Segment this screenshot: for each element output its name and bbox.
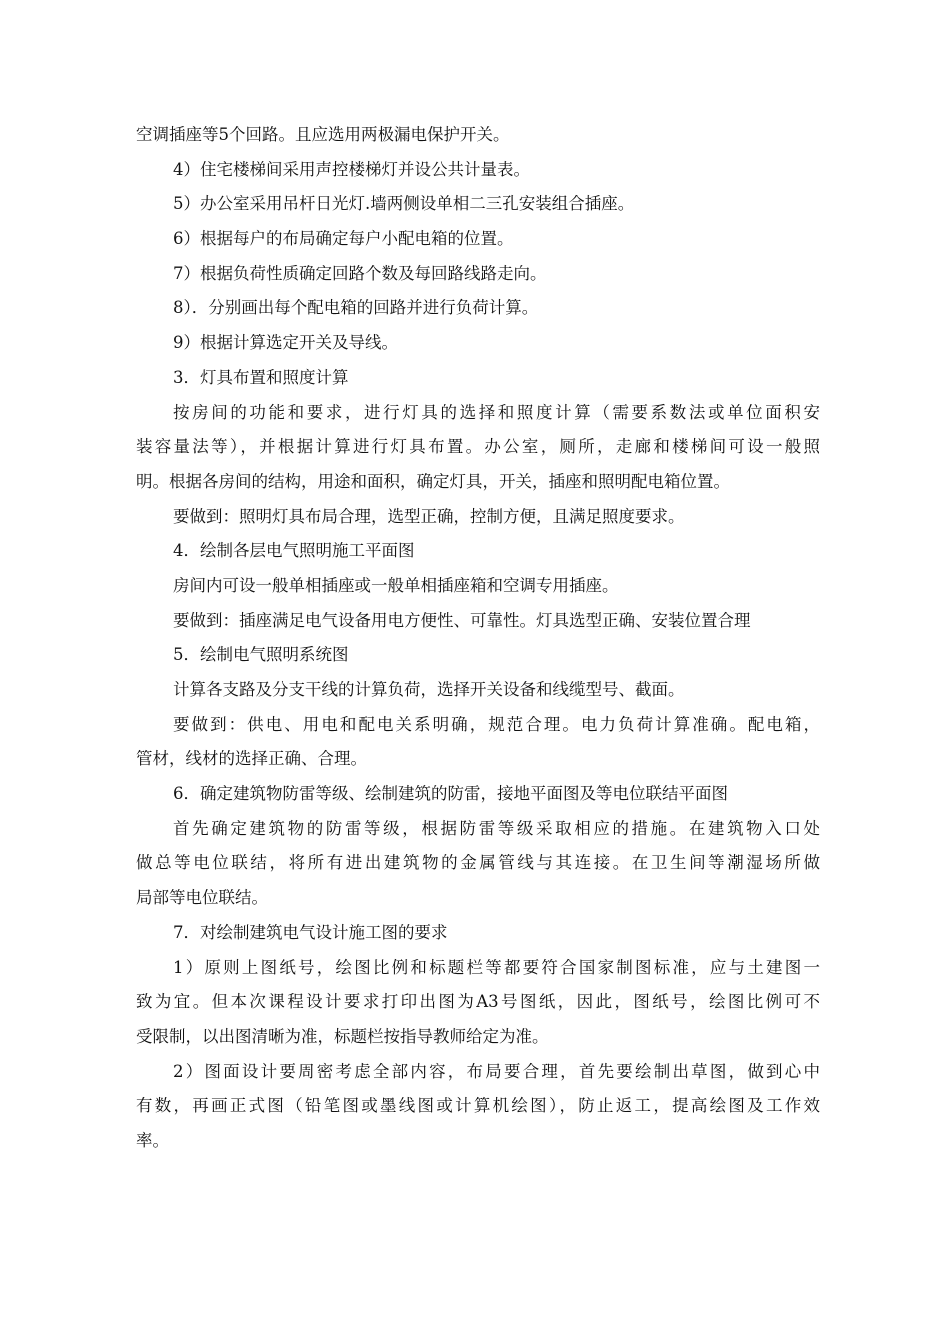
text-line: 做总等电位联结，将所有进出建筑物的金属管线与其连接。在卫生间等潮湿场所做 <box>136 853 820 873</box>
section-heading: 6．确定建筑物防雷等级、绘制建筑的防雷，接地平面图及等电位联结平面图 <box>173 784 728 804</box>
text-line: 局部等电位联结。 <box>136 888 268 908</box>
text-line: 管材，线材的选择正确、合理。 <box>136 749 367 769</box>
text-line: 2）图面设计要周密考虑全部内容，布局要合理，首先要绘制出草图，做到心中 <box>173 1061 820 1081</box>
text-line: 致为宜。但本次课程设计要求打印出图为A3号图纸，因此，图纸号，绘图比例可不 <box>136 992 820 1012</box>
text-line: 要做到：插座满足电气设备用电方便性、可靠性。灯具选型正确、安装位置合理 <box>173 610 751 630</box>
section-heading: 5．绘制电气照明系统图 <box>173 645 349 665</box>
text-line: 要做到：供电、用电和配电关系明确，规范合理。电力负荷计算准确。配电箱， <box>173 714 820 734</box>
text-line: 要做到：照明灯具布局合理，选型正确，控制方便，且满足照度要求。 <box>173 506 685 526</box>
text-line: 按房间的功能和要求，进行灯具的选择和照度计算（需要系数法或单位面积安 <box>173 402 820 422</box>
text-line: 1）原则上图纸号，绘图比例和标题栏等都要符合国家制图标准，应与土建图一 <box>173 957 820 977</box>
text-line: 首先确定建筑物的防雷等级，根据防雷等级采取相应的措施。在建筑物入口处 <box>173 818 820 838</box>
section-heading: 7．对绘制建筑电气设计施工图的要求 <box>173 922 448 942</box>
text-line: 受限制，以出图清晰为准，标题栏按指导教师给定为准。 <box>136 1026 549 1046</box>
text-line: 计算各支路及分支干线的计算负荷，选择开关设备和线缆型号、截面。 <box>173 680 685 699</box>
text-line: 8）．分别画出每个配电箱的回路并进行负荷计算。 <box>173 298 539 318</box>
text-line: 5）办公室采用吊杆日光灯.墙两侧设单相二三孔安装组合插座。 <box>173 194 635 214</box>
text-line: 率。 <box>136 1130 169 1150</box>
text-line: 装容量法等），并根据计算进行灯具布置。办公室，厕所，走廊和楼梯间可设一般照 <box>136 437 820 457</box>
text-line: 空调插座等5个回路。且应选用两极漏电保护开关。 <box>136 125 510 144</box>
text-line: 4）住宅楼梯间采用声控楼梯灯并设公共计量表。 <box>173 159 530 179</box>
text-line: 6）根据每户的布局确定每户小配电箱的位置。 <box>173 229 514 249</box>
text-line: 9）根据计算选定开关及导线。 <box>173 333 398 353</box>
text-line: 房间内可设一般单相插座或一般单相插座箱和空调专用插座。 <box>173 575 619 595</box>
text-line: 有数，再画正式图（铅笔图或墨线图或计算机绘图），防止返工，提高绘图及工作效 <box>136 1096 820 1116</box>
document-body <box>136 118 820 1159</box>
text-line: 明。根据各房间的结构，用途和面积，确定灯具，开关，插座和照明配电箱位置。 <box>136 471 730 491</box>
section-heading: 3．灯具布置和照度计算 <box>173 367 349 387</box>
section-heading: 4．绘制各层电气照明施工平面图 <box>173 541 415 561</box>
text-line: 7）根据负荷性质确定回路个数及每回路线路走向。 <box>173 263 547 283</box>
